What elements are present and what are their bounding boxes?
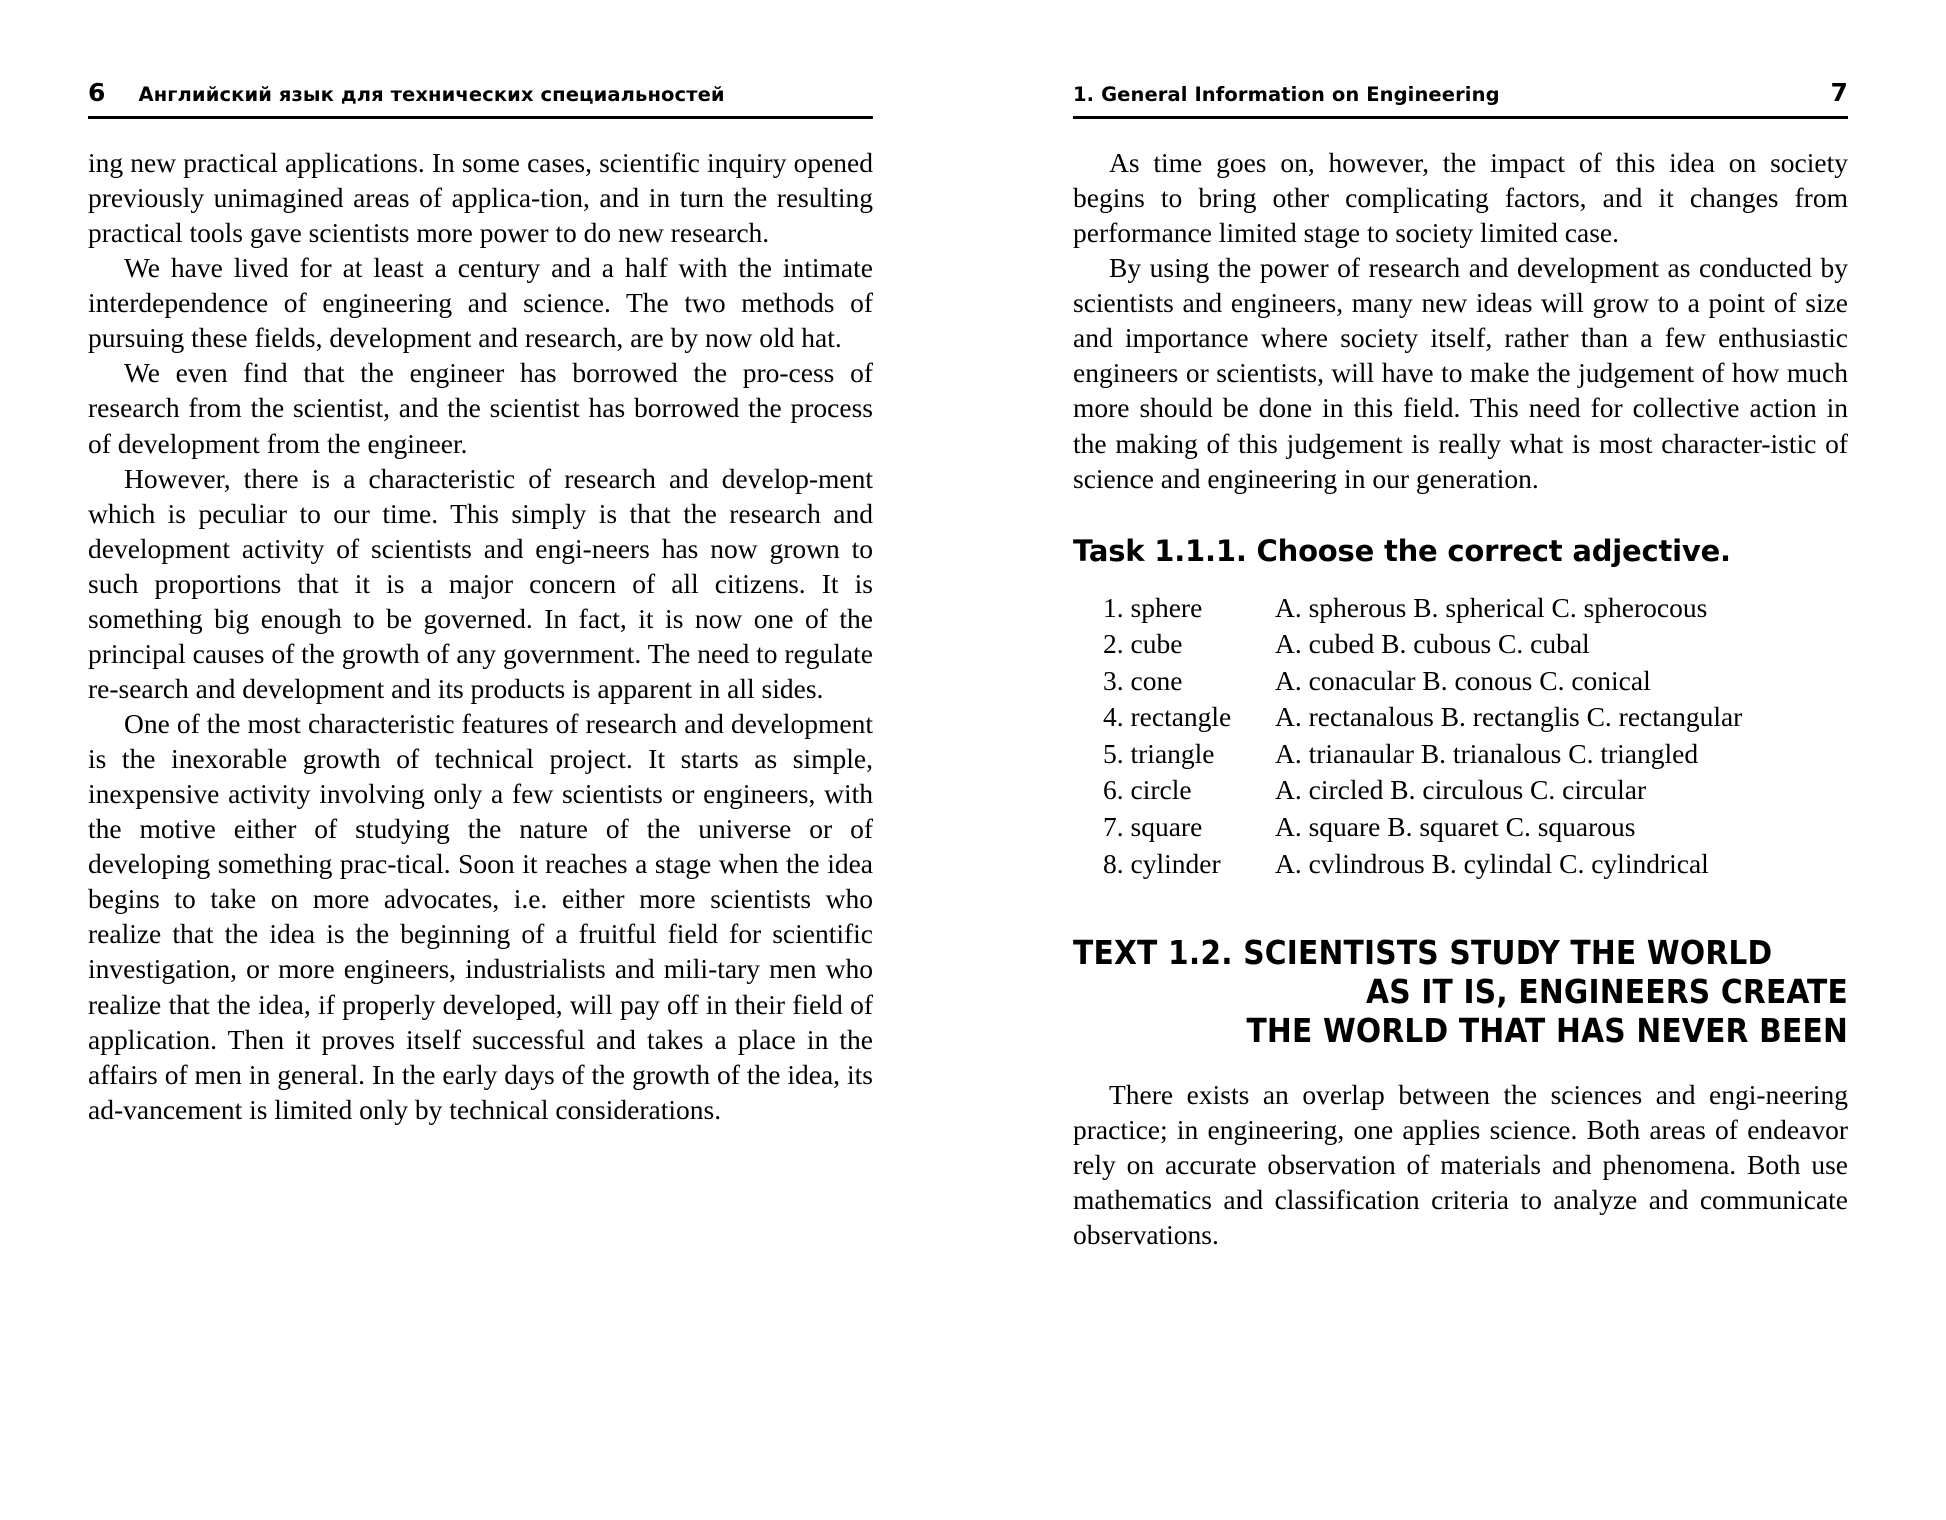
exercise-number: 8. — [1103, 847, 1124, 879]
exercise-word: triangle — [1130, 737, 1215, 769]
list-item — [1103, 626, 1848, 663]
paragraph: We have lived for at least a century and a half with the intimate interdependence of engineering and science. The two methods of pursuing these fields, development and research, are by now old hat. — [88, 252, 873, 354]
exercise-number: 1. — [1103, 591, 1124, 623]
exercise-word: rectangle — [1130, 701, 1232, 733]
list-item — [1103, 736, 1848, 773]
heading-line-1: TEXT 1.2. SCIENTISTS STUDY THE WORLD — [1073, 933, 1773, 973]
exercise-number: 2. — [1103, 628, 1124, 660]
right-running-head — [1073, 78, 1848, 119]
left-running-title: Английский язык для технических специальностей — [138, 83, 725, 106]
exercise-word: cube — [1130, 628, 1183, 660]
exercise-word: cone — [1130, 664, 1183, 696]
right-page-number: 7 — [1830, 78, 1848, 107]
exercise-options: A. rectanalous B. rectanglis C. rectangular — [1275, 701, 1743, 733]
exercise-term — [1103, 846, 1275, 883]
exercise-number: 4. — [1103, 701, 1124, 733]
heading-line-3: THE WORLD THAT HAS NEVER BEEN — [1246, 1011, 1848, 1050]
exercise-word: sphere — [1130, 591, 1203, 623]
heading-line-2: AS IT IS, ENGINEERS CREATE — [1366, 972, 1848, 1012]
paragraph: One of the most characteristic features of research and development is the inexorable growth of technical project. It starts as simple, inexpensive activity involving only a few scientists or engineers, with the motive either of studying the nature of the universe or of developing something prac-tical. Soon it reaches a stage when the idea begins to take on more advocates, i.e. either more scientists who realize that the idea is the beginning of a fruitful field for scientific investigation, or more engineers, industrialists and mili-tary men who realize that the idea, if properly developed, will pay off in their field of application. Then it proves itself successful and takes a place in the affairs of men in general. In the early days of the growth of the idea, its ad-vancement is limited only by technical considerations. — [88, 708, 873, 1125]
list-item — [1103, 809, 1848, 846]
exercise-number: 6. — [1103, 774, 1124, 806]
exercise-options: A. spherous B. spherical C. spherocous — [1275, 591, 1708, 623]
list-item — [1103, 699, 1848, 736]
exercise-term — [1103, 736, 1275, 773]
exercise-number: 5. — [1103, 737, 1124, 769]
left-page-number: 6 — [88, 78, 106, 107]
paragraph: However, there is a characteristic of research and develop-ment which is peculiar to our time. This simply is that the research and development activity of scientists and engi-neers has now grown to such proportions that it is a major concern of all citizens. It is something big enough to be governed. In fact, it is now one of the principal causes of the growth of any government. The need to regulate re-search and development and its products is apparent in all sides. — [88, 462, 873, 704]
list-item — [1103, 663, 1848, 700]
exercise-options: A. square B. squaret C. squarous — [1275, 811, 1636, 842]
exercise-term — [1103, 772, 1275, 809]
exercise-word: circle — [1130, 774, 1192, 806]
right-page — [973, 0, 1946, 1520]
task-heading: Task 1.1.1. Choose the correct adjective. — [1073, 533, 1731, 568]
exercise-term — [1103, 809, 1275, 846]
list-item — [1103, 590, 1848, 627]
exercise-list — [1103, 590, 1848, 883]
exercise-options: A. conacular B. conous C. conical — [1275, 664, 1651, 696]
text-section-heading — [1073, 934, 1848, 1051]
left-body-text — [88, 145, 873, 1127]
exercise-options: A. trianaular B. trianalous C. triangled — [1275, 737, 1699, 769]
paragraph: As time goes on, however, the impact of this idea on society begins to bring other complicating factors, and it changes from performance limited stage to society limited case. — [1073, 147, 1848, 249]
exercise-options: A. cubed B. cubous C. cubal — [1275, 628, 1590, 660]
list-item — [1103, 772, 1848, 809]
exercise-number: 3. — [1103, 664, 1124, 696]
exercise-term — [1103, 626, 1275, 663]
paragraph: ing new practical applications. In some cases, scientific inquiry opened previously unimagined areas of applica-tion, and in turn the resulting practical tools gave scientists more power to do new research. — [88, 147, 873, 249]
paragraph: We even find that the engineer has borrowed the pro-cess of research from the scientist, and the scientist has borrowed the process of development from the engineer. — [88, 357, 873, 459]
exercise-term — [1103, 590, 1275, 627]
right-running-title: 1. General Information on Engineering — [1073, 83, 1500, 106]
exercise-term — [1103, 663, 1275, 700]
paragraph: By using the power of research and development as conducted by scientists and engineers, many new ideas will grow to a point of size and importance where society itself, rather than a few enthusiastic engineers or scientists, will have to make the judgement of how much more should be done in this field. This need for collective action in the making of this judgement is really what is most character-istic of science and engineering in our generation. — [1073, 252, 1848, 494]
exercise-options: A. circled B. circulous C. circular — [1275, 774, 1647, 806]
list-item — [1103, 846, 1848, 883]
exercise-word: square — [1130, 811, 1203, 842]
paragraph: There exists an overlap between the sciences and engi-neering practice; in engineering, one applies science. Both areas of endeavor rely on accurate observation of materials and phenomena. Both use mathematics and classification criteria to analyze and communicate observations. — [1073, 1078, 1848, 1251]
exercise-number: 7. — [1103, 811, 1124, 842]
text-section-body — [1073, 1077, 1848, 1252]
exercise-term — [1103, 699, 1275, 736]
left-running-head — [88, 78, 873, 119]
right-body-text — [1073, 145, 1848, 496]
exercise-word: cylinder — [1130, 847, 1221, 879]
exercise-options: A. cvlindrous B. cylindal C. cylindrical — [1275, 847, 1709, 879]
